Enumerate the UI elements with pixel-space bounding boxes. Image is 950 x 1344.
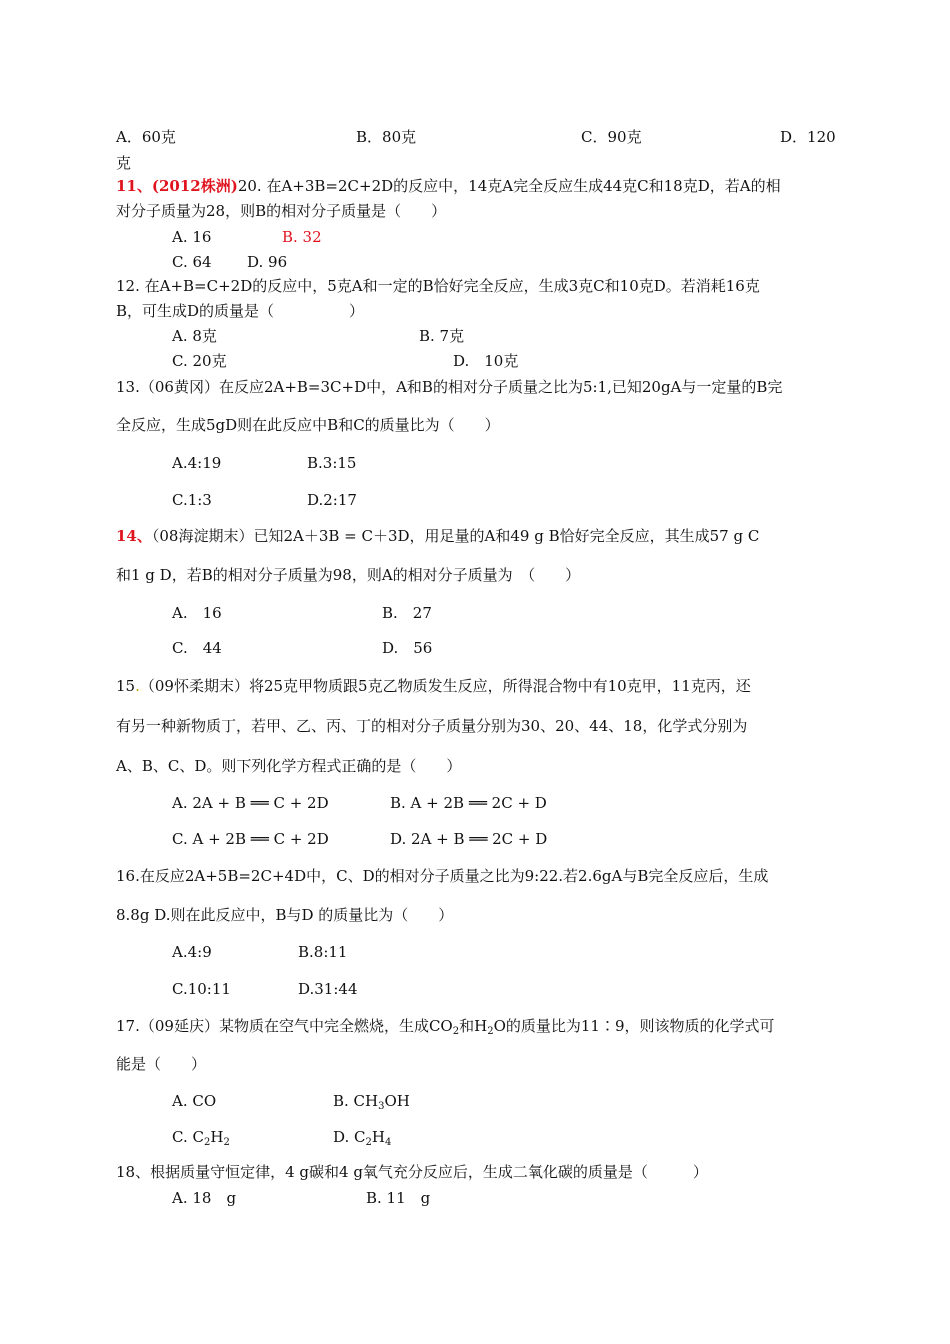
question-17-line-1 <box>116 1016 775 1036</box>
question-14-tag: 14、 <box>116 527 152 545</box>
question-15-number: 15 <box>116 677 136 695</box>
question-17-option-b: B. $CH_3OH$ <box>333 1092 410 1112</box>
question-16-line-1: 16.在反应2A+5B=2C+4D中，C、D的相对分子质量之比为9:22.若2.6gA与B完全反应后，生成 <box>116 867 769 885</box>
question-12-option-d: D. 10克 <box>453 352 519 370</box>
question-16-option-d: D.31:44 <box>298 980 358 998</box>
question-18-line-1: 18、根据质量守恒定律，4 g碳和4 g氧气充分反应后，生成二氧化碳的质量是（ ） <box>116 1163 708 1181</box>
question-15-option-c: C. A + 2B ══ C + 2D <box>172 830 329 848</box>
question-16-option-a: A.4:9 <box>172 943 212 961</box>
question-18-option-a: A. 18 g <box>172 1189 237 1207</box>
question-14-option-b: B. 27 <box>382 604 432 622</box>
question-16-option-b: B.8:11 <box>298 943 348 961</box>
question-17-option-d: D. $C_2H_4$ <box>333 1128 392 1148</box>
question-16-line-2: 8.8g D.则在此反应中，B与D 的质量比为（ ） <box>116 906 454 924</box>
subscript: 2 <box>452 1026 460 1037</box>
question-15-text: （09怀柔期末）将25克甲物质跟5克乙物质发生反应，所得混合物中有10克甲，11克丙，还 <box>139 677 751 695</box>
question-17-text-c: O的质量比为11∶9，则该物质的化学式可 <box>493 1017 775 1035</box>
question-16-option-c: C.10:11 <box>172 980 231 998</box>
question-17-text-a: 17.（09延庆）某物质在空气中完全燃烧，生成CO <box>116 1017 453 1035</box>
question-14-line-2: 和1 g D，若B的相对分子质量为98，则A的相对分子质量为 （ ） <box>116 566 581 584</box>
question-14-option-a: A. 16 <box>172 604 222 622</box>
question-13-option-b: B.3:15 <box>307 454 357 472</box>
question-11-line-1 <box>116 176 781 196</box>
option-d: D．120 <box>780 128 836 146</box>
question-14-option-c: C. 44 <box>172 639 222 657</box>
question-12-option-c: C. 20克 <box>172 352 227 370</box>
question-18-option-b: B. 11 g <box>366 1189 431 1207</box>
question-17-option-c: C. $C_2H_2$ <box>172 1128 230 1148</box>
question-14-line-1 <box>116 526 759 546</box>
question-12-line-2: B，可生成D的质量是（ ） <box>116 302 365 320</box>
question-15-option-b: B. A + 2B ══ 2C + D <box>390 794 547 812</box>
question-17-text-b: 和H <box>459 1017 488 1035</box>
question-11-tag: 11、(2012株洲) <box>116 177 238 195</box>
option-d-continued: 克 <box>116 154 132 172</box>
option-b: B．80克 <box>356 128 417 146</box>
question-14-text: （08海淀期末）已知2A＋3B = C＋3D，用足量的A和49 g B恰好完全反应，其生成57 g C <box>151 527 760 545</box>
question-14-option-d: D. 56 <box>382 639 433 657</box>
question-15-line-3: A、B、C、D。则下列化学方程式正确的是（ ） <box>116 757 462 775</box>
question-15-option-a: A. 2A + B ══ C + 2D <box>172 794 329 812</box>
option-a: A．60克 <box>116 128 176 146</box>
question-11-option-b-answer: B. 32 <box>282 228 322 246</box>
question-15-dot: . <box>135 677 140 695</box>
question-15-option-d: D. 2A + B ══ 2C + D <box>390 830 548 848</box>
question-11-line-2: 对分子质量为28，则B的相对分子质量是（ ） <box>116 202 447 220</box>
question-11-option-c: C. 64 <box>172 253 212 271</box>
question-12-option-a: A. 8克 <box>172 327 217 345</box>
question-11-option-a: A. 16 <box>172 228 212 246</box>
question-13-line-1: 13.（06黄冈）在反应2A+B=3C+D中，A和B的相对分子质量之比为5:1,已知20gA与一定量的B完 <box>116 378 783 396</box>
question-15-line-1 <box>116 676 751 696</box>
question-13-option-a: A.4:19 <box>172 454 222 472</box>
question-17-option-a: A. CO <box>172 1092 217 1110</box>
question-13-line-2: 全反应，生成5gD则在此反应中B和C的质量比为（ ） <box>116 416 500 434</box>
question-12-line-1: 12. 在A+B=C+2D的反应中，5克A和一定的B恰好完全反应，生成3克C和10克D。若消耗16克 <box>116 277 760 295</box>
question-12-option-b: B. 7克 <box>419 327 465 345</box>
option-c: C．90克 <box>581 128 642 146</box>
question-11-option-d: D. 96 <box>247 253 288 271</box>
question-13-option-d: D.2:17 <box>307 491 357 509</box>
question-15-line-2: 有另一种新物质丁，若甲、乙、丙、丁的相对分子质量分别为30、20、44、18，化学式分别为 <box>116 717 748 735</box>
question-11-text: 20. 在A+3B=2C+2D的反应中，14克A完全反应生成44克C和18克D，若A的相 <box>237 177 781 195</box>
question-17-line-2: 能是（ ） <box>116 1055 207 1073</box>
question-13-option-c: C.1:3 <box>172 491 212 509</box>
subscript: 2 <box>487 1026 494 1037</box>
